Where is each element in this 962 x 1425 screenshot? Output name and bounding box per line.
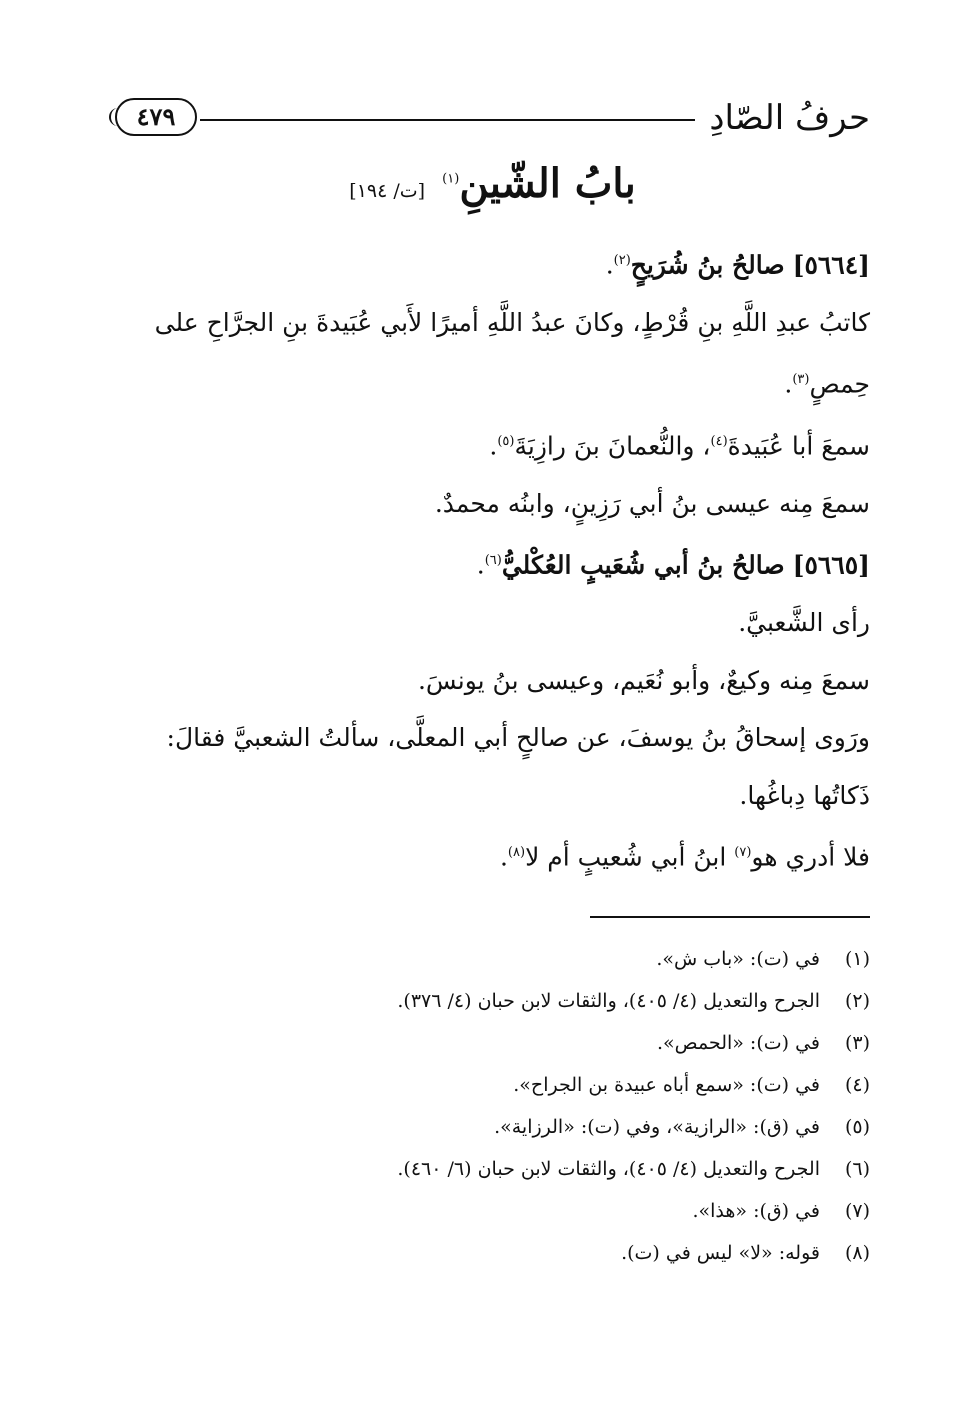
line-text: سمعَ مِنه وكيعٌ، وأبو نُعَيم، وعيسى بنُ يونسَ. xyxy=(417,665,870,695)
entry-heading xyxy=(115,232,870,294)
footnote xyxy=(150,1106,870,1148)
footnote-ref: (٣) xyxy=(792,372,810,388)
line-text: رأى الشَّعبيَّ. xyxy=(738,608,870,638)
footnote-text: الجرح والتعديل (٤/ ٤٠٥)، والثقات لابن حبان (٤/ ٣٧٦). xyxy=(397,990,820,1012)
footnote-ref: (٦) xyxy=(484,553,502,569)
footnote-number: (٧) xyxy=(844,1200,870,1222)
line-text: ابنُ أبي شُعيبٍ أم لا xyxy=(525,842,735,872)
footnote-number: (٦) xyxy=(844,1158,870,1180)
text-line xyxy=(115,294,870,352)
footnote-number: (٢) xyxy=(844,990,870,1012)
footnote-ref: (٥) xyxy=(497,434,515,450)
footnote xyxy=(150,1190,870,1232)
running-title: حرفُ الصّادِ xyxy=(709,98,870,138)
text-line xyxy=(115,351,870,413)
footnote xyxy=(150,1232,870,1274)
punctuation: . xyxy=(476,550,485,580)
line-text: ورَوى إسحاقُ بنُ يوسفَ، عن صالحٍ أبي المعلَّى، سألتُ الشعبيَّ فقالَ: xyxy=(166,723,870,753)
text-line xyxy=(115,413,870,475)
footnote-number: (١) xyxy=(844,948,870,970)
page-header xyxy=(115,95,870,145)
main-text xyxy=(115,232,870,886)
footnote-text: في (ت): «الحمص». xyxy=(657,1032,820,1054)
footnote-text: في (ت): «سمع أباه عبيدة بن الجراح». xyxy=(513,1074,820,1096)
text-line xyxy=(115,767,870,825)
chapter-title-text: بابُ الشّينِ xyxy=(459,160,636,207)
footnote-text: في (ق): «هذا». xyxy=(692,1200,820,1222)
chapter-heading xyxy=(115,160,870,207)
line-text: سمعَ أبا عُبَيدةَ xyxy=(727,431,870,461)
line-text: فلا أدري هو xyxy=(751,842,870,872)
entry-number: [٥٦٦٥] xyxy=(792,550,870,580)
footnotes xyxy=(150,938,870,1274)
footnote-text: قوله: «لا» ليس في (ت). xyxy=(621,1242,820,1264)
footnote-number: (٥) xyxy=(844,1116,870,1138)
line-text: سمعَ مِنه عيسى بنُ أبي رَزِينٍ، وابنُه محمدٌ. xyxy=(434,488,870,518)
footnote xyxy=(150,1022,870,1064)
entry-heading xyxy=(115,532,870,594)
footnote xyxy=(150,1148,870,1190)
punctuation: . xyxy=(499,842,508,872)
text-line xyxy=(115,709,870,767)
footnote-text: في (ت): «باب ش». xyxy=(656,948,820,970)
footnote xyxy=(150,1064,870,1106)
footnote-text: في (ق): «الرازية»، وفي (ت): «الرزاية». xyxy=(494,1116,820,1138)
footnote-ref: (٧) xyxy=(734,845,752,861)
line-text: ذَكاتُها دِباغُها. xyxy=(739,780,870,810)
footnote-ref: (١) xyxy=(442,171,460,187)
punctuation: . xyxy=(489,431,498,461)
chapter-manuscript-ref: [ت/ ١٩٤] xyxy=(349,180,426,202)
chapter-title xyxy=(442,160,636,207)
entry-name: صالحُ بنُ أبي شُعَيبٍ العُكْليُّ xyxy=(501,550,785,580)
footnote-number: (٤) xyxy=(844,1074,870,1096)
line-text: حِمصٍ xyxy=(809,369,870,399)
line-text: ، والنُّعمانَ بنَ رازِيَةَ xyxy=(514,431,711,461)
footnote-separator xyxy=(590,916,870,918)
header-rule xyxy=(200,119,695,121)
footnote xyxy=(150,938,870,980)
footnote-text: الجرح والتعديل (٤/ ٤٠٥)، والثقات لابن حبان (٦/ ٤٦٠). xyxy=(397,1158,820,1180)
footnote-ref: (٢) xyxy=(613,253,631,268)
footnote-number: (٣) xyxy=(844,1032,870,1054)
footnote-number: (٨) xyxy=(844,1242,870,1264)
line-text: كاتبُ عبدِ اللَّهِ بنِ قُرْطٍ، وكانَ عبدُ اللَّهِ أميرًا لأَبي عُبَيدةَ بنِ الجرَّاحِ على xyxy=(154,307,870,337)
footnote-ref: (٨) xyxy=(507,845,526,861)
text-line xyxy=(115,475,870,533)
entry-number: [٥٦٦٤] xyxy=(792,250,870,280)
punctuation: . xyxy=(784,369,793,399)
footnote-ref: (٤) xyxy=(710,434,728,450)
text-line xyxy=(115,824,870,886)
punctuation: . xyxy=(605,250,614,280)
page-number: ٤٧٩ xyxy=(115,98,197,136)
text-line xyxy=(115,652,870,710)
entry-name: صالحُ بنُ شُرَيحٍ xyxy=(630,250,785,280)
text-line xyxy=(115,594,870,652)
footnote xyxy=(150,980,870,1022)
